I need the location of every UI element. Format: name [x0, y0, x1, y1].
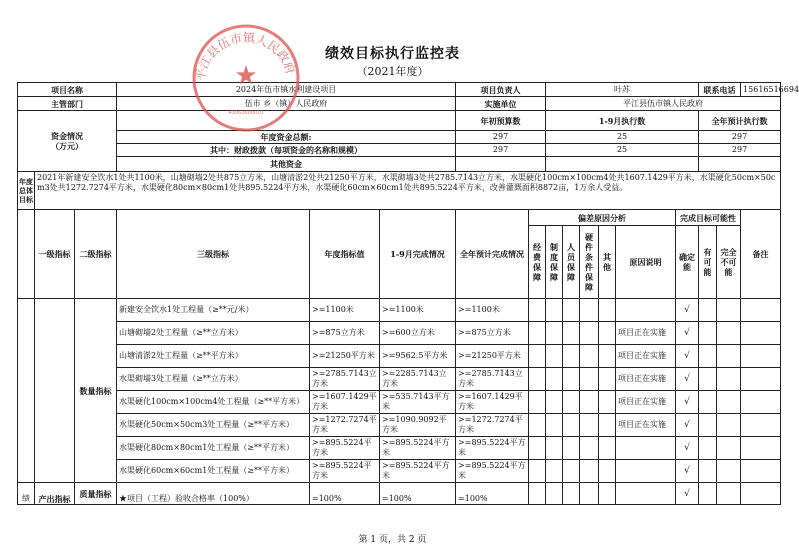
deviation-cell [563, 345, 580, 368]
perf-edge-cell [18, 210, 35, 299]
hdr-level1: 一级指标 [35, 210, 75, 299]
level1-empty-span [35, 299, 75, 483]
hdr-dev-other: 其他 [599, 226, 616, 299]
indicator-forecast: >=875立方米 [456, 322, 529, 345]
deviation-cell [529, 437, 546, 460]
seal-code: 43062600010 [228, 110, 264, 116]
note-cell [741, 345, 781, 368]
note-cell [741, 437, 781, 460]
possibility-cell [717, 391, 741, 414]
check-mark: √ [676, 391, 699, 414]
deviation-cell [580, 437, 599, 460]
note-cell [741, 322, 781, 345]
note-cell [741, 299, 781, 322]
deviation-cell [529, 460, 546, 483]
funds-total-label: 年度资金总额: [117, 131, 456, 144]
level2-quality-label: 质量指标 [75, 483, 117, 505]
monitoring-table-container [17, 82, 799, 505]
indicator-progress: >=895.5224平方米 [380, 460, 456, 483]
check-mark: √ [676, 368, 699, 391]
check-mark: √ [676, 322, 699, 345]
possibility-cell [717, 414, 741, 437]
deviation-cell [599, 391, 616, 414]
indicator-reason [616, 299, 676, 322]
table-row [18, 414, 781, 437]
deviation-cell [563, 391, 580, 414]
hdr-poss-certain: 确定能 [676, 226, 699, 299]
note-cell [741, 368, 781, 391]
possibility-cell [717, 299, 741, 322]
overall-goal-row [18, 172, 781, 210]
funds-total-exec: 25 [546, 131, 699, 144]
deviation-cell [599, 345, 616, 368]
possibility-cell [699, 437, 717, 460]
note-cell [741, 391, 781, 414]
quality-dev-5 [599, 483, 616, 505]
possibility-cell [699, 345, 717, 368]
table-row [18, 437, 781, 460]
deviation-cell [580, 414, 599, 437]
funds-finance-budget: 297 [456, 144, 546, 157]
possibility-cell [699, 414, 717, 437]
table-row [18, 460, 781, 483]
dept-label: 主管部门 [18, 97, 117, 111]
owner-label: 项目负责人 [456, 83, 546, 97]
funds-other-exec [546, 157, 699, 172]
project-name-value: 2024年伍市镇水利建设项目 [117, 83, 456, 97]
quality-dev-3 [563, 483, 580, 505]
indicator-target: >=895.5224平方米 [310, 460, 380, 483]
hdr-dev-hardware: 硬件条件保障 [580, 226, 599, 299]
deviation-cell [563, 460, 580, 483]
deviation-cell [546, 345, 563, 368]
deviation-cell [529, 368, 546, 391]
indicator-name: 水渠硬化100cm×100cm4处工程量（≥**平方米） [117, 391, 310, 414]
indicator-forecast: >=895.5224平方米 [456, 460, 529, 483]
indicator-target: >=1607.1429平方米 [310, 391, 380, 414]
indicator-forecast: >=1100米 [456, 299, 529, 322]
deviation-cell [563, 414, 580, 437]
funds-other-label: 其他资金 [117, 157, 456, 172]
page-footer: 第 1 页，共 2 页 [358, 535, 427, 545]
indicator-target: >=21250平方米 [310, 345, 380, 368]
funds-total-forecast: 297 [699, 131, 781, 144]
indicator-progress: >=1100米 [380, 299, 456, 322]
overall-goal-text: 2021年新建安全饮水1处共1100米，山塘砌墙2处共875立方米，山塘清淤2处共21250平方米，水渠砌墙3处共2785.7143立方米，水渠硬化100cm×100cm4处共1607.1429平方米，水渠硬化50cm×50cm3处共1272.7274平方米，水渠硬化80cm×80cm1处共895.5224平方米，水渠硬化60cm×60cm1处共895.5224平方米，改善灌溉面积8872亩，1万余人受益。 [35, 172, 781, 210]
indicator-name: 水渠硬化60cm×60cm1处工程量（≥**平方米） [117, 460, 310, 483]
seal-star-icon: ★ [234, 61, 258, 91]
level1-output-label: 产出指标 [35, 483, 75, 505]
phone-value: 15616516694 [741, 83, 781, 97]
possibility-cell [699, 460, 717, 483]
hdr-poss-impossible: 完全不可能 [717, 226, 741, 299]
quality-indicator-name: ★项目（工程）验收合格率（100%） [117, 483, 310, 505]
quality-poss-impossible [717, 483, 741, 505]
indicator-reason [616, 437, 676, 460]
page-title: 绩效目标执行监控表 [325, 46, 460, 62]
quantity-rows [18, 299, 781, 483]
deviation-cell [599, 322, 616, 345]
quality-check-mark: √ [676, 483, 699, 505]
funds-finance-row [18, 144, 781, 157]
deviation-cell [580, 299, 599, 322]
deviation-cell [580, 391, 599, 414]
indicator-name: 山塘清淤2处工程量（≥**平方米） [117, 345, 310, 368]
dept-value: 伍市 乡（镇）人民政府 [117, 97, 456, 111]
deviation-cell [529, 391, 546, 414]
note-cell [741, 414, 781, 437]
deviation-cell [599, 437, 616, 460]
hdr-progress: 1-9月完成情况 [380, 210, 456, 299]
deviation-cell [563, 437, 580, 460]
funds-col-exec: 1-9月执行数 [546, 111, 699, 131]
deviation-cell [546, 437, 563, 460]
check-mark: √ [676, 460, 699, 483]
funds-col-budget: 年初预算数 [456, 111, 546, 131]
table-row [18, 368, 781, 391]
indicator-reason: 项目正在实施 [616, 322, 676, 345]
hdr-level3: 三级指标 [117, 210, 310, 299]
indicator-reason: 项目正在实施 [616, 391, 676, 414]
possibility-cell [717, 368, 741, 391]
quality-reason [616, 483, 676, 505]
check-mark: √ [676, 299, 699, 322]
funds-finance-exec: 25 [546, 144, 699, 157]
indicator-reason [616, 460, 676, 483]
funds-col-forecast: 全年预计执行数 [699, 111, 781, 131]
quality-progress: =100% [380, 483, 456, 505]
hdr-dev-funding: 经费保障 [529, 226, 546, 299]
quality-note [741, 483, 781, 505]
quality-forecast: =100% [456, 483, 529, 505]
deviation-cell [599, 460, 616, 483]
deviation-cell [529, 345, 546, 368]
indicator-name: 新建安全饮水1处工程量（≥**元/米） [117, 299, 310, 322]
indicator-progress: >=535.7143平方米 [380, 391, 456, 414]
funds-label: 资金情况 （万元） [18, 111, 117, 172]
indicator-forecast: >=895.5224平方米 [456, 437, 529, 460]
quality-dev-1 [529, 483, 546, 505]
indicator-reason: 项目正在实施 [616, 368, 676, 391]
indicator-target: >=895.5224平方米 [310, 437, 380, 460]
funds-other-forecast [699, 157, 781, 172]
official-seal-stamp [190, 22, 302, 134]
deviation-cell [580, 345, 599, 368]
deviation-cell [529, 299, 546, 322]
indicator-progress: >=895.5224平方米 [380, 437, 456, 460]
table-row [18, 322, 781, 345]
funds-total-row [18, 131, 781, 144]
overall-goal-label: 年度总体目标 [18, 172, 35, 210]
hdr-reason: 原因说明 [616, 226, 676, 299]
check-mark: √ [676, 345, 699, 368]
quality-row [18, 483, 781, 505]
indicator-forecast: >=2785.7143立方米 [456, 368, 529, 391]
monitoring-table [17, 82, 799, 505]
hdr-note: 备注 [741, 210, 781, 299]
deviation-cell [529, 414, 546, 437]
possibility-cell [699, 391, 717, 414]
project-name-label: 项目名称 [18, 83, 117, 97]
possibility-cell [717, 460, 741, 483]
note-cell [741, 460, 781, 483]
table-row [18, 345, 781, 368]
indicator-forecast: >=1607.1429平方米 [456, 391, 529, 414]
table-row [18, 391, 781, 414]
funds-other-budget [456, 157, 546, 172]
hdr-dev-staff: 人员保障 [563, 226, 580, 299]
hdr-dev-system: 制度保障 [546, 226, 563, 299]
owner-value: 叶苏 [546, 83, 699, 97]
deviation-cell [599, 368, 616, 391]
hdr-level2: 二级指标 [75, 210, 117, 299]
indicator-reason: 项目正在实施 [616, 345, 676, 368]
indicator-name: 水渠硬化80cm×80cm1处工程量（≥**平方米） [117, 437, 310, 460]
indicator-name: 水渠砌墙3处工程量（≥**立方米） [117, 368, 310, 391]
deviation-cell [546, 414, 563, 437]
indicator-name: 水渠硬化50cm×50cm3处工程量（≥**平方米） [117, 414, 310, 437]
indicator-progress: >=1090.9092平方米 [380, 414, 456, 437]
hdr-deviation: 偏差原因分析 [529, 210, 676, 226]
indicator-header-row-1 [18, 210, 781, 226]
table-row [18, 299, 781, 322]
funds-header-row [18, 111, 781, 131]
possibility-cell [717, 322, 741, 345]
page-subtitle: （2021年度） [356, 65, 429, 78]
funds-other-row [18, 157, 781, 172]
indicator-forecast: >=1272.7274平方米 [456, 414, 529, 437]
info-row-2 [18, 97, 781, 111]
indicator-target: >=1272.7274平方米 [310, 414, 380, 437]
funds-finance-label: 其中：财政拨款（每项资金的名称和规模） [117, 144, 456, 157]
impl-value: 平江县伍市镇人民政府 [546, 97, 781, 111]
level2-quantity-label: 数量指标 [75, 299, 117, 483]
deviation-cell [563, 368, 580, 391]
indicator-target: >=1100米 [310, 299, 380, 322]
hdr-possibility: 完成目标可能性 [676, 210, 741, 226]
deviation-cell [529, 322, 546, 345]
deviation-cell [546, 322, 563, 345]
indicator-progress: >=600立方米 [380, 322, 456, 345]
phone-label: 联系电话 [699, 83, 741, 97]
check-mark: √ [676, 437, 699, 460]
hdr-poss-maybe: 有可能 [699, 226, 717, 299]
perf-edge-span [18, 299, 35, 483]
deviation-cell [580, 322, 599, 345]
indicator-name: 山塘砌墙2处工程量（≥**立方米） [117, 322, 310, 345]
indicator-target: >=875立方米 [310, 322, 380, 345]
deviation-cell [563, 322, 580, 345]
quality-dev-4 [580, 483, 599, 505]
hdr-forecast: 全年预计完成情况 [456, 210, 529, 299]
quality-dev-2 [546, 483, 563, 505]
deviation-cell [546, 460, 563, 483]
deviation-cell [563, 299, 580, 322]
quality-poss-maybe [699, 483, 717, 505]
possibility-cell [699, 322, 717, 345]
possibility-cell [717, 437, 741, 460]
possibility-cell [699, 368, 717, 391]
check-mark: √ [676, 414, 699, 437]
impl-label: 实施单位 [456, 97, 546, 111]
indicator-progress: >=9562.5平方米 [380, 345, 456, 368]
perf-edge-char: 绩 [18, 483, 35, 505]
seal-text: 平江县伍市镇人民政府 [192, 30, 298, 82]
deviation-cell [580, 368, 599, 391]
deviation-cell [546, 368, 563, 391]
indicator-reason: 项目正在实施 [616, 414, 676, 437]
possibility-cell [699, 299, 717, 322]
indicator-forecast: >=21250平方米 [456, 345, 529, 368]
indicator-target: >=2785.7143立方米 [310, 368, 380, 391]
info-row-1 [18, 83, 781, 97]
quality-target: =100% [310, 483, 380, 505]
deviation-cell [546, 299, 563, 322]
indicator-progress: >=2285.7143立方米 [380, 368, 456, 391]
funds-total-budget: 297 [456, 131, 546, 144]
deviation-cell [546, 391, 563, 414]
hdr-target: 年度指标值 [310, 210, 380, 299]
funds-finance-forecast: 297 [699, 144, 781, 157]
deviation-cell [599, 414, 616, 437]
possibility-cell [717, 345, 741, 368]
deviation-cell [599, 299, 616, 322]
deviation-cell [580, 460, 599, 483]
